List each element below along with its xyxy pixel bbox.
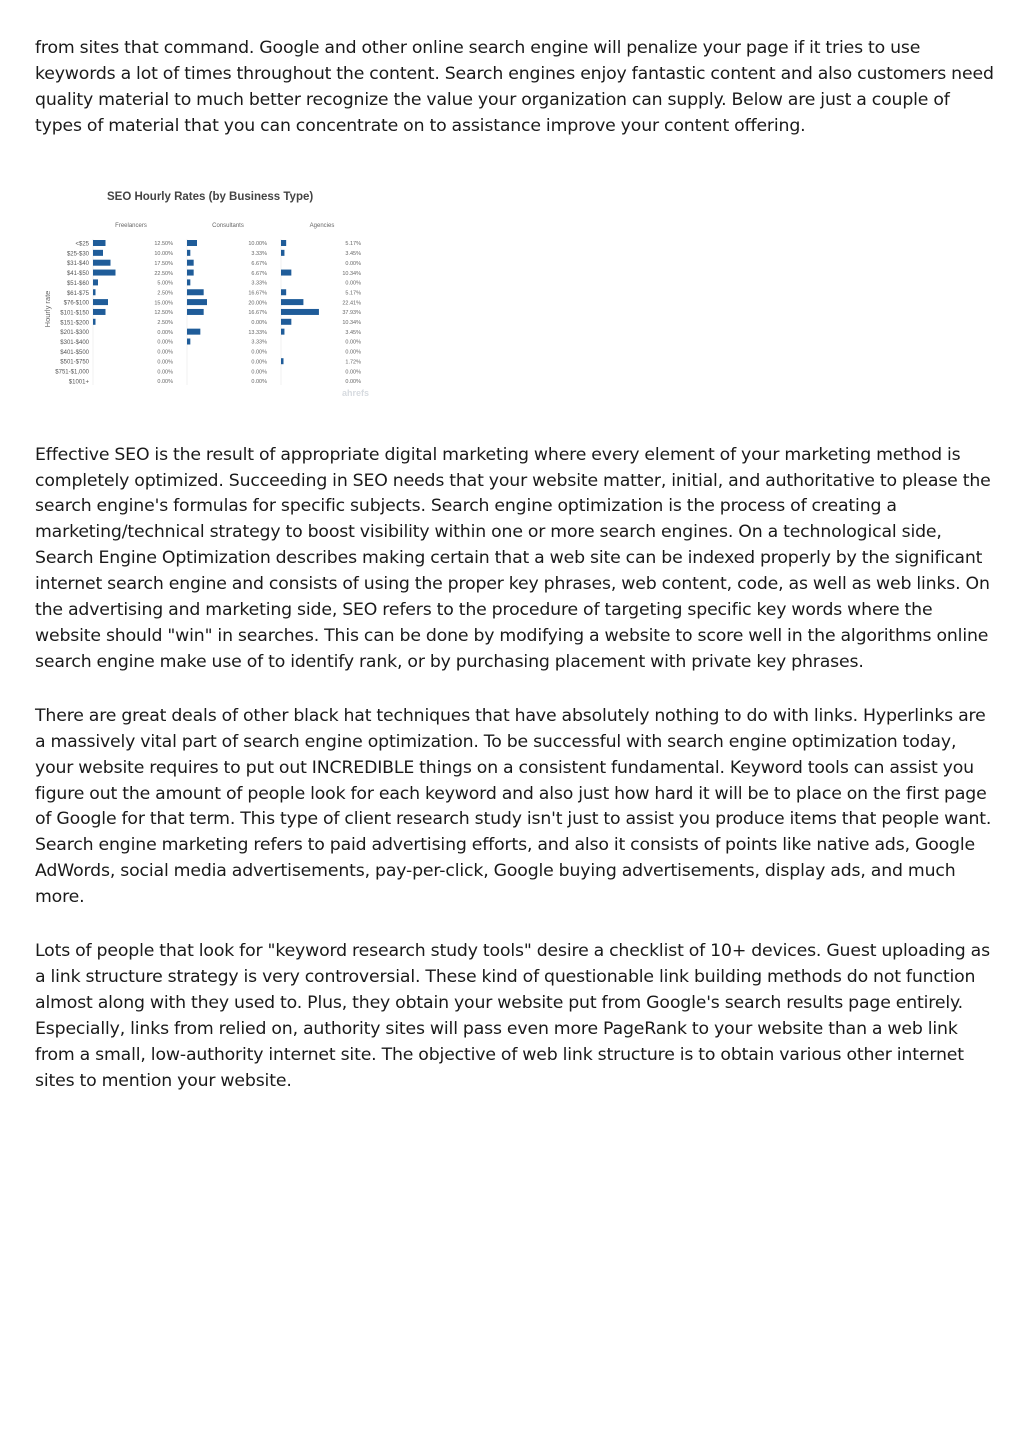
- article-body: [35, 36, 997, 1094]
- bar: [93, 249, 103, 255]
- data-label: 17.50%: [154, 260, 173, 267]
- data-label: 6.67%: [251, 260, 267, 267]
- bar: [281, 249, 284, 255]
- bar: [187, 299, 207, 305]
- data-label: 3.45%: [345, 329, 361, 336]
- data-label: 3.45%: [345, 250, 361, 257]
- bar: [281, 309, 319, 315]
- category-label: $501-$750: [60, 359, 89, 366]
- paragraph-4: Lots of people that look for "keyword research study tools" desire a checklist of 10+ devices. Guest uploading as a link structure strategy is very controversial. These kind of questionable link building methods do not function almost along with they used to. Plus, they obtain your website put from Google's search results page entirely. Especially, links from relied on, authority sites will pass even more PageRank to your website than a web link from a small, low-authority internet site. The objective of web link structure is to obtain various other internet sites to mention your website.: [35, 941, 990, 1091]
- category-label: $41-$50: [66, 270, 89, 277]
- paragraph-3: There are great deals of other black hat techniques that have absolutely nothing to do with links. Hyperlinks are a massively vital part of search engine optimization. To be successful with search engine optimization today, your website requires to put out INCREDIBLE things on a consistent fundamental. Keyword tools can assist you figure out the amount of people look for each keyword and also just how hard it will be to place on the first page of Google for that term. This type of client research study isn't just to assist you produce items that people want. Search engine marketing refers to paid advertising efforts, and also it consists of points like native ads, Google AdWords, social media advertisements, pay-per-click, Google buying advertisements, display ads, and much more.: [35, 705, 992, 908]
- category-label: $101-$150: [60, 310, 89, 317]
- category-label: $61-$75: [66, 290, 89, 297]
- data-label: 0.00%: [157, 368, 173, 375]
- bar: [187, 259, 194, 265]
- data-label: 5.00%: [157, 280, 173, 287]
- data-label: 16.67%: [248, 290, 267, 297]
- bar: [187, 338, 190, 344]
- data-label: 2.50%: [157, 319, 173, 326]
- data-label: 0.00%: [157, 359, 173, 366]
- data-label: 0.00%: [345, 339, 361, 346]
- bar: [187, 249, 190, 255]
- bar: [281, 358, 284, 364]
- data-label: 10.00%: [248, 240, 267, 247]
- category-label: $51-$60: [66, 280, 89, 287]
- data-label: 0.00%: [345, 280, 361, 287]
- data-label: 0.00%: [345, 378, 361, 385]
- bar: [93, 279, 98, 285]
- category-label: $151-$200: [60, 319, 89, 326]
- bar: [281, 269, 291, 275]
- data-label: 12.50%: [154, 240, 173, 247]
- category-label: $31-$40: [66, 260, 89, 267]
- category-label: $401-$500: [60, 349, 89, 356]
- category-label: $201-$300: [60, 329, 89, 336]
- category-label: $25-$30: [66, 250, 89, 257]
- bar: [93, 259, 111, 265]
- data-label: 37.93%: [342, 309, 361, 316]
- data-label: 0.00%: [345, 260, 361, 267]
- ahrefs-watermark: ahrefs: [341, 387, 369, 398]
- data-label: 0.00%: [251, 359, 267, 366]
- bar: [187, 289, 204, 295]
- data-label: 0.00%: [157, 378, 173, 385]
- seo-hourly-rates-chart: [35, 184, 375, 399]
- bar: [93, 289, 96, 295]
- data-label: 3.33%: [251, 250, 267, 257]
- bar: [93, 269, 116, 275]
- data-label: 0.00%: [251, 319, 267, 326]
- data-label: 0.00%: [345, 349, 361, 356]
- data-label: 13.33%: [248, 329, 267, 336]
- data-label: 10.34%: [342, 270, 361, 277]
- bar: [187, 279, 190, 285]
- data-label: 0.00%: [345, 368, 361, 375]
- category-label: $1001+: [68, 379, 89, 386]
- bar: [187, 240, 197, 246]
- bar: [187, 328, 200, 334]
- paragraph-2: Effective SEO is the result of appropriate digital marketing where every element of your marketing method is completely optimized. Succeeding in SEO needs that your website matter, initial, and authoritative to please the search engine's formulas for specific subjects. Search engine optimization is the process of creating a marketing/technical strategy to boost visibility within one or more search engines. On a technological side, Search Engine Optimization describes making certain that a web site can be indexed properly by the significant internet search engine and consists of using the proper key phrases, web content, code, as well as web links. On the advertising and marketing side, SEO refers to the procedure of targeting specific key words where the website should "win" in searches. This can be done by modifying a website to score well in the algorithms online search engine make use of to identify rank, or by purchasing placement with private key phrases.: [35, 444, 991, 672]
- data-label: 22.41%: [342, 299, 361, 306]
- data-label: 16.67%: [248, 309, 267, 316]
- series-header: Agencies: [309, 222, 335, 229]
- data-label: 6.67%: [251, 270, 267, 277]
- y-axis-label: Hourly rate: [43, 290, 52, 327]
- data-label: 22.50%: [154, 270, 173, 277]
- series-header: Freelancers: [115, 222, 147, 229]
- data-label: 3.33%: [251, 280, 267, 287]
- bar: [281, 240, 286, 246]
- category-label: $751-$1,000: [55, 369, 89, 376]
- data-label: 1.72%: [345, 359, 361, 366]
- chart-svg: [35, 184, 375, 399]
- data-label: 0.00%: [157, 349, 173, 356]
- paragraph-1: from sites that command. Google and other online search engine will penalize your page if it tries to use keywords a lot of times throughout the content. Search engines enjoy fantastic content and also customers need quality material to much better recognize the value your organization can supply. Below are just a couple of types of material that you can concentrate on to assistance improve your content offering.: [35, 38, 994, 136]
- data-label: 5.17%: [345, 240, 361, 247]
- data-label: 12.50%: [154, 309, 173, 316]
- data-label: 20.00%: [248, 299, 267, 306]
- bar: [93, 309, 106, 315]
- data-label: 0.00%: [251, 349, 267, 356]
- data-label: 10.34%: [342, 319, 361, 326]
- data-label: 3.33%: [251, 339, 267, 346]
- category-label: $301-$400: [60, 339, 89, 346]
- bar: [93, 240, 106, 246]
- category-label: <$25: [75, 241, 89, 248]
- data-label: 0.00%: [157, 329, 173, 336]
- bar: [281, 299, 303, 305]
- chart-title: SEO Hourly Rates (by Business Type): [107, 190, 314, 203]
- data-label: 0.00%: [157, 339, 173, 346]
- bar: [281, 318, 291, 324]
- data-label: 0.00%: [251, 378, 267, 385]
- bar: [93, 299, 108, 305]
- bar: [281, 328, 284, 334]
- bar: [93, 318, 96, 324]
- data-label: 0.00%: [251, 368, 267, 375]
- data-label: 2.50%: [157, 290, 173, 297]
- series-header: Consultants: [212, 222, 244, 229]
- bar: [187, 309, 204, 315]
- category-label: $76-$100: [63, 300, 89, 307]
- data-label: 15.00%: [154, 299, 173, 306]
- data-label: 5.17%: [345, 290, 361, 297]
- bar: [281, 289, 286, 295]
- bar: [187, 269, 194, 275]
- data-label: 10.00%: [154, 250, 173, 257]
